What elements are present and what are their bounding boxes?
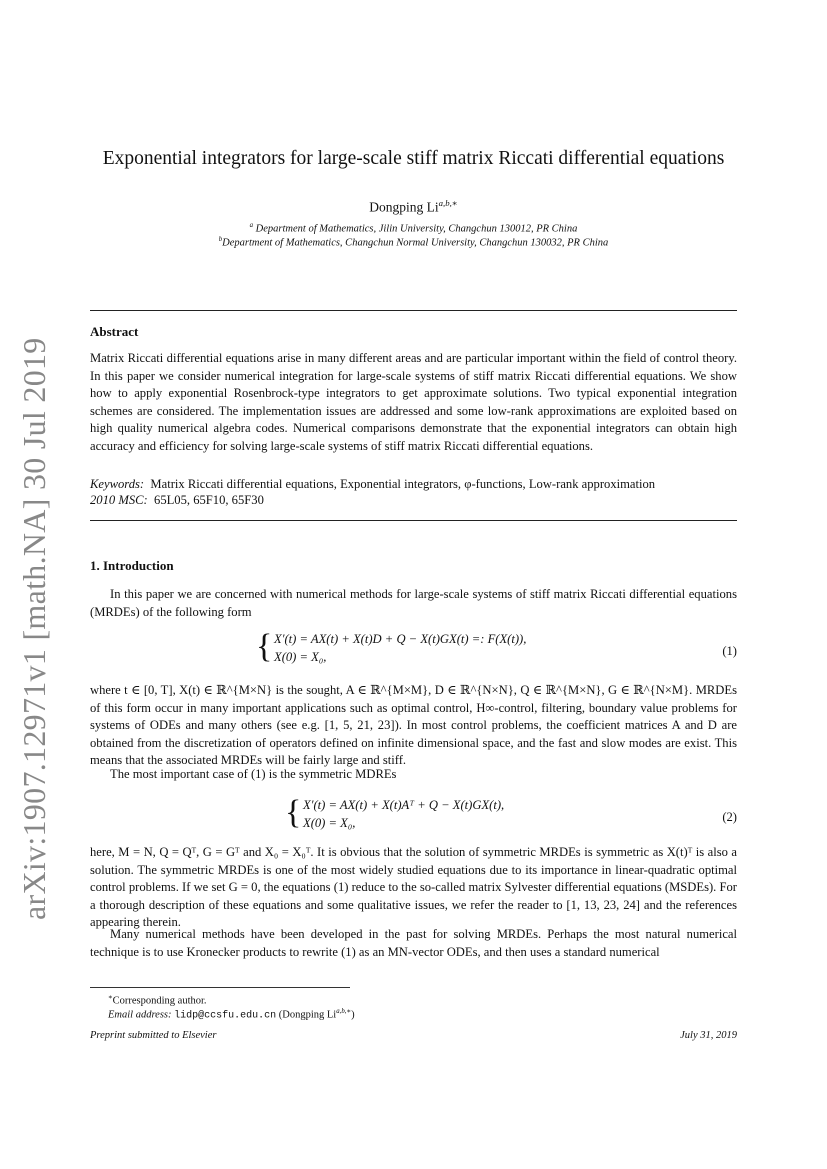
affiliation-a-mark: a <box>249 222 254 229</box>
intro-paragraph-5: Many numerical methods have been developed in the past for solving MRDEs. Perhaps the most natural numerical technique is to use Kronecker products to rewrite (1) as an MN-vector ODEs, and then uses a standard numerical <box>90 927 737 959</box>
footnote-rule <box>90 987 350 988</box>
footnote-mark: ∗ <box>108 994 113 1001</box>
equation-1 <box>256 630 526 666</box>
equation-1-line-2: X(0) = X₀, <box>274 650 327 664</box>
keywords-text: Matrix Riccati differential equations, Exponential integrators, φ-functions, Low-rank approximation <box>150 477 656 491</box>
footer-right: July 31, 2019 <box>680 1030 737 1041</box>
equation-1-line-1: X′(t) = AX(t) + X(t)D + Q − X(t)GX(t) =: F(X(t)), <box>274 632 527 646</box>
msc-codes: 65L05, 65F10, 65F30 <box>154 493 264 507</box>
abstract-heading: Abstract <box>90 324 139 339</box>
affiliation-b-mark: b <box>218 236 223 243</box>
equation-2-brace: { <box>285 794 302 831</box>
intro-paragraph-3: The most important case of (1) is the symmetric MDREs <box>110 767 397 781</box>
email-owner: (Dongping Li <box>278 1009 337 1021</box>
arxiv-stamp: arXiv:1907.12971v1 [math.NA] 30 Jul 2019 <box>16 337 52 920</box>
footnote-email <box>108 1004 355 1024</box>
intro-paragraph-2: where t ∈ [0, T], X(t) ∈ ℝ^{M×N} is the sought, A ∈ ℝ^{M×M}, D ∈ ℝ^{N×N}, Q ∈ ℝ^{M×N}, G ∈ ℝ^{N×M}. MRDEs of this form occur in many important applications such as optimal control, H∞-control, filtering, boundary value problems for systems of ODEs and many others (see e.g. [1, 5, 21, 23]). In most control problems, the coefficient matrices A and D are obtained from the discretization of operators defined on infinite dimensional space, and the fast and slow modes are exist. This means that the associated MRDEs will be fairly large and stiff. <box>90 683 737 767</box>
email-close: ) <box>351 1009 355 1021</box>
author-marks: a,b,∗ <box>438 198 458 208</box>
intro-paragraph-1: In this paper we are concerned with numerical methods for large-scale systems of stiff matrix Riccati differential equations (MRDEs) of the following form <box>90 587 737 619</box>
footer-left: Preprint submitted to Elsevier <box>90 1030 217 1041</box>
equation-1-number: (1) <box>722 644 737 658</box>
affiliation-a <box>60 222 767 235</box>
equation-2-number: (2) <box>722 810 737 824</box>
affiliation-b <box>60 236 767 249</box>
keywords-label: Keywords: <box>90 477 145 491</box>
msc-label: 2010 MSC: <box>90 493 148 507</box>
section-heading: 1. Introduction <box>90 558 174 573</box>
equation-1-brace: { <box>256 628 273 665</box>
equation-2-line-2: X(0) = X₀, <box>303 816 356 830</box>
bottom-rule <box>90 520 737 521</box>
equation-2 <box>285 796 504 832</box>
footnote-text: Corresponding author. <box>112 995 207 1007</box>
author-name: Dongping Li <box>369 199 439 215</box>
keywords-line <box>90 476 737 494</box>
top-rule <box>90 310 737 311</box>
author-line <box>60 198 767 216</box>
intro-paragraph-4: here, M = N, Q = Qᵀ, G = Gᵀ and X₀ = X₀ᵀ. It is obvious that the solution of symmetric MRDEs is symmetric as X(t)ᵀ is also a solution. The symmetric MRDEs is one of the most widely studied equations due to its importance in linear-quadratic optimal control problems. If we set G = 0, the equations (1) reduce to the so-called matrix Sylvester differential equations (MSDEs). For a thorough description of these equations and some qualitative issues, we refer the reader to [1, 13, 23, 24] and the references appearing therein. <box>90 845 737 929</box>
paper-title: Exponential integrators for large-scale stiff matrix Riccati differential equations <box>102 148 725 169</box>
abstract-body: Matrix Riccati differential equations arise in many different areas and are particular important within the field of control theory. In this paper we consider numerical integration for large-scale systems of stiff matrix Riccati differential equations. We show how to apply exponential Rosenbrock-type integrators to get approximate solutions. Two typical exponential integration schemes are considered. The implementation issues are addressed and some low-rank approximations are exploited based on high quality numerical algebra codes. Numerical comparisons demonstrate that the exponential integrators can obtain high accuracy and efficiency for solving large-scale systems of stiff matrix Riccati differential equations. <box>90 351 737 453</box>
msc-line <box>90 492 737 510</box>
email-owner-marks: a,b,∗ <box>336 1008 352 1015</box>
email-address[interactable]: lidp@ccsfu.edu.cn <box>174 1010 277 1022</box>
equation-2-line-1: X′(t) = AX(t) + X(t)Aᵀ + Q − X(t)GX(t), <box>303 798 505 812</box>
affiliation-b-text: Department of Mathematics, Changchun Normal University, Changchun 130032, PR China <box>222 237 609 249</box>
affiliation-a-text: Department of Mathematics, Jilin University, Changchun 130012, PR China <box>255 223 578 235</box>
email-label: Email address: <box>108 1009 172 1021</box>
